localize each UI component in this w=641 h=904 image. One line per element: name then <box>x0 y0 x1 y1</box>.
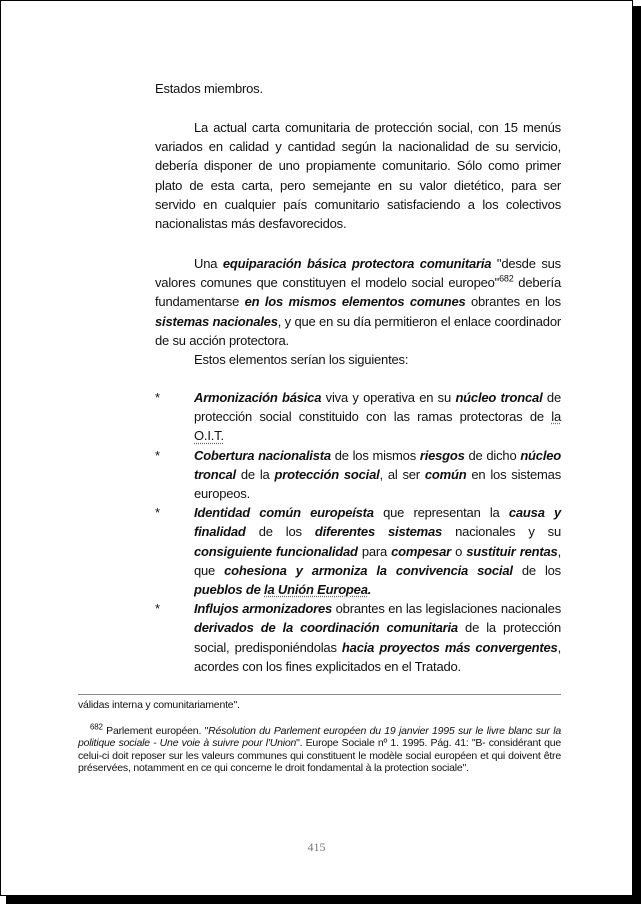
text-run: , acordes con los fines explicitados en el Tratado. <box>194 639 561 674</box>
list-item <box>155 388 561 446</box>
text-run: de los <box>245 524 315 540</box>
paragraph-estados <box>155 79 561 98</box>
emphasis-text: Cobertura nacionalista <box>194 447 331 463</box>
emphasis-text: sustituir rentas <box>466 543 558 559</box>
footnote-reference: 682 <box>499 273 514 284</box>
text-run: de la <box>235 466 275 482</box>
text-run: viva y operativa en su <box>321 390 456 405</box>
page-number: 415 <box>307 840 326 854</box>
emphasis-text: hacia proyectos más convergentes <box>341 639 558 655</box>
emphasis-text: causa y finalidad <box>194 505 562 540</box>
text-run: la O.I.T. <box>194 409 561 444</box>
paragraph-carta <box>155 118 561 233</box>
paragraph-text: La actual carta comunitaria de protección social, con 15 menús variados en calidad y cantidad según la nacionalidad de su servicio, debería disponer de uno propiamente comunitario. Sólo como primer plato de esta carta, pero semejante en su valor dietético, para ser servido en cualquier país comunitario satisfaciendo a los colectivos nacionalistas más desfavorecidos. <box>155 120 561 232</box>
text-run: de los <box>512 562 561 578</box>
emphasis-text: Armonización básica <box>194 390 322 405</box>
footnote-number: 682 <box>90 722 103 732</box>
text-run: de protección social constituido con las ramas protectoras de <box>194 390 561 425</box>
text-run: o <box>450 543 467 559</box>
footnote-text: Parlement européen. " <box>102 725 209 737</box>
text-run: debería fundamentarse <box>155 275 561 310</box>
emphasis-text: derivados de la coordinación comunitaria <box>194 620 458 636</box>
text-run: de dicho <box>464 447 521 463</box>
page-shadow-right <box>633 6 641 904</box>
text-run: , al ser <box>379 466 425 482</box>
emphasis-text: sistemas nacionales <box>155 313 278 329</box>
bullet-marker: * <box>155 601 160 617</box>
paragraph-text <box>155 254 561 350</box>
emphasis-text: núcleo troncal <box>455 390 543 405</box>
text-run: "desde sus valores comunes que constituyen el modelo social europeo" <box>155 256 561 291</box>
text-run: , que <box>194 543 561 578</box>
text-run: de la protección social, predisponiéndolas <box>194 620 561 655</box>
footnote-text: válidas interna y comunitariamente". <box>78 699 240 711</box>
text-run: nacionales y su <box>442 524 561 540</box>
emphasis-text: . <box>367 582 372 598</box>
emphasis-text: protección social <box>274 466 380 482</box>
emphasis-text: común <box>424 466 467 482</box>
bullet-marker: * <box>155 390 160 405</box>
emphasis-text: núcleo troncal <box>194 447 562 482</box>
list-item <box>155 446 561 504</box>
bullet-marker: * <box>155 505 160 521</box>
emphasis-text: en los mismos elementos comunes <box>244 294 466 310</box>
bullet-marker: * <box>155 447 160 463</box>
text-run: para <box>357 543 392 559</box>
footnote-italic-title: Résolution du Parlement européen du 19 janvier 1995 sur le livre blanc sur la politique sociale - Une voie à suivre pour l'Union <box>78 725 561 750</box>
bullet-list <box>155 388 561 676</box>
emphasis-text: equiparación básica protectora comunitaria <box>222 256 492 271</box>
text-run: obrantes en las legislaciones nacionales <box>332 601 562 617</box>
emphasis-text: Influjos armonizadores <box>194 601 333 617</box>
text-run: en los sistemas europeos. <box>194 466 561 502</box>
text-run: Una <box>194 256 223 271</box>
emphasis-text: Identidad común europeísta <box>194 505 374 521</box>
emphasis-text: diferentes sistemas <box>314 524 443 540</box>
emphasis-text: pueblos de <box>194 582 265 598</box>
emphasis-text: cohesiona y armoniza la convivencia social <box>224 562 513 578</box>
text-run: que representan la <box>373 505 509 521</box>
list-item <box>155 599 561 676</box>
paragraph-equiparacion <box>155 254 561 369</box>
page-shadow-bottom <box>6 896 641 904</box>
list-item <box>155 503 561 599</box>
footnote-continuation <box>78 699 561 711</box>
emphasis-text: consiguiente funcionalidad <box>194 543 358 559</box>
footnote-682 <box>78 722 561 775</box>
emphasis-text: riesgos <box>419 447 465 463</box>
paragraph-text: Estos elementos serían los siguientes: <box>194 352 409 368</box>
emphasis-text: la Unión Europea <box>264 582 368 598</box>
text-run: obrantes en los <box>465 294 561 310</box>
footnote-separator <box>78 694 561 695</box>
text-run: de los mismos <box>330 447 420 463</box>
footnote-text: ". Europe Sociale nº 1. 1995. Pág. 41: "B- considérant que celui-ci doit reposer sur les valeurs communes qui constituent le modèle social européen et qui doivent être préservées, notamment en ce qui concerne le droit fondamental à la protection sociale". <box>78 737 561 775</box>
emphasis-text: compesar <box>391 543 451 559</box>
paragraph-text: Estados miembros. <box>155 81 263 96</box>
text-run: , y que en su día permitieron el enlace coordinador de su acción protectora. <box>155 313 561 348</box>
